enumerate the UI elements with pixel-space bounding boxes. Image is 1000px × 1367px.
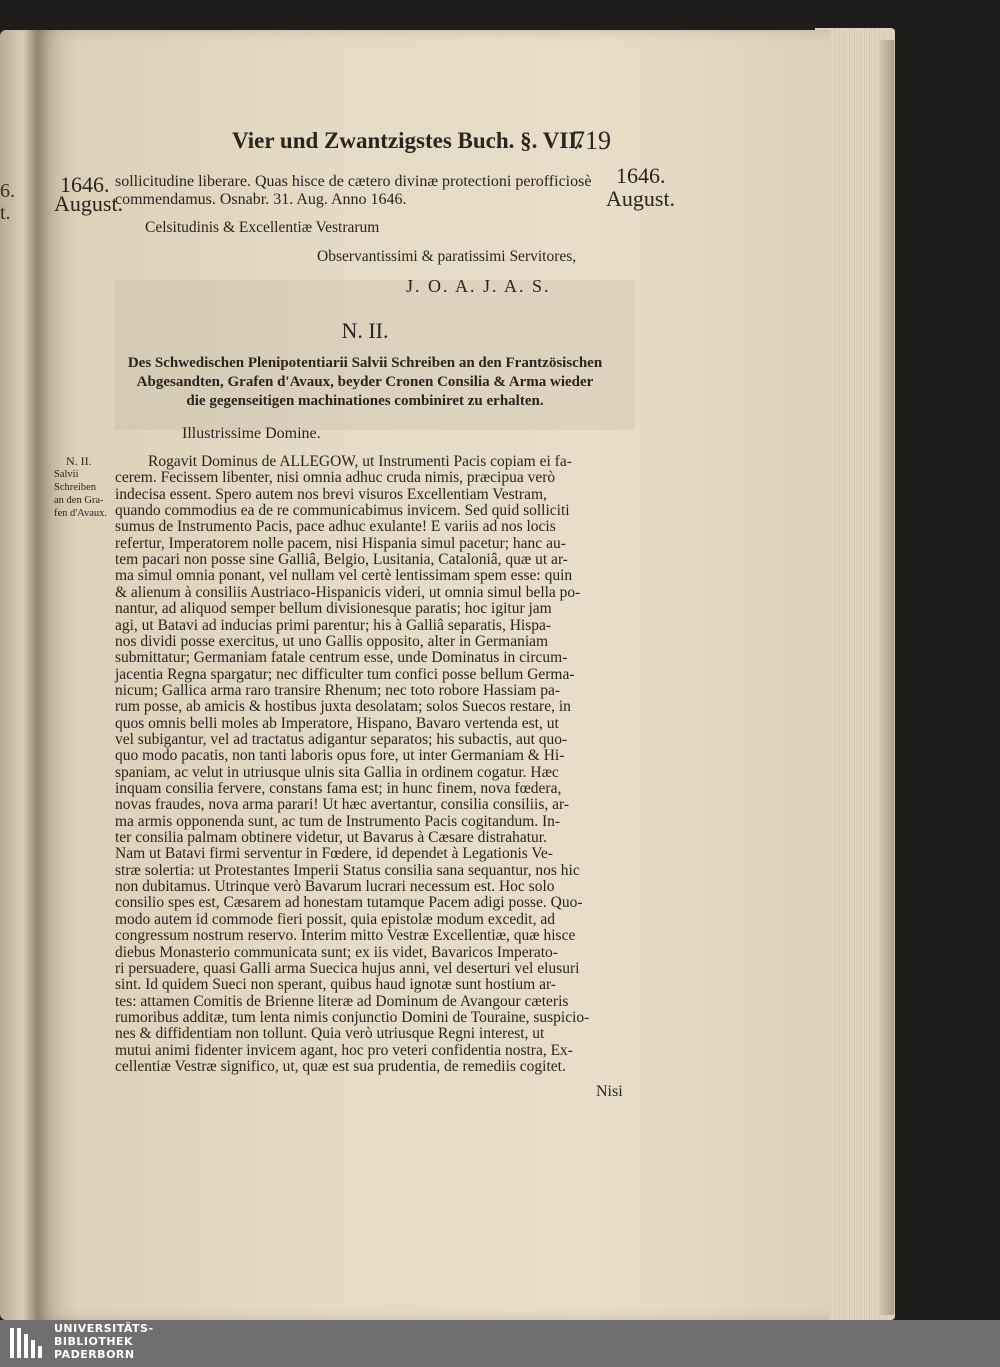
margin-note-line: fen d'Avaux. [54,508,108,519]
book-cover-edge [880,40,894,1315]
body-text-line: cellentiæ Vestræ significo, ut, quæ est sua prudentia, de remediis cogitet. [115,1057,566,1075]
body-text-line: consilio spes est, Cæsarem ad honestam tutamque Pacem adigi posse. Quo- [115,894,583,912]
body-text-line: modo autem id commode fieri possit, quia epistolæ modum excedit, ad [115,910,555,928]
body-text-line: nos dividi posse exercitus, ut uno Gallis opposito, alter in Germaniam [115,632,549,650]
body-text-line: quos omnis belli moles ab Imperatore, Hispano, Bavaro vertenda est, ut [115,714,559,732]
margin-year-left: 1646. [60,172,110,197]
body-text-line: stræ solertia: ut Protestantes Imperii Status consilia sana sequantur, nos hic [115,861,580,879]
body-text-line: refertur, Imperatorem nolle pacem, nisi Hispania simul pacetur; hanc au- [115,534,566,552]
body-text-line: cerem. Fecissem libenter, nisi omnia adhuc cruda nimis, præcipua verò [115,469,556,487]
closing-servants: Observantissimi & paratissimi Servitores, [317,248,577,265]
body-text-line: ri persuadere, quasi Galli arma Suecica hujus anni, vel deserturi vel elusuri [115,959,580,977]
closing-line-2: commendamus. Osnabr. 31. Aug. Anno 1646. [115,191,407,208]
catchword: Nisi [596,1083,623,1100]
running-head-title: Vier und Zwantzigstes Buch. §. VII. [232,128,584,153]
section-heading-line: Abgesandten, Grafen d'Avaux, beyder Cronen Consilia & Arma wieder [136,374,594,390]
body-text-line: Nam ut Batavi firmi serventur in Fœdere, id dependet à Legationis Ve- [115,845,553,863]
body-text-line: spaniam, ac velut in utriusque ulnis sita Gallia in ordinem cogatur. Hæc [115,763,559,781]
margin-note-line: Schreiben [54,482,96,493]
body-text-line: jacentia Regna spargatur; nec difficulter tum confici posse bellum Germa- [115,665,575,683]
letter-greeting: Illustrissime Domine. [182,425,321,442]
body-text-line: indecisa essent. Spero autem nos brevi visuros Excellentiam Vestram, [115,485,547,503]
library-logo-line: BIBLIOTHEK [54,1335,134,1348]
section-number: N. II. [341,318,389,343]
library-logo-line: PADERBORN [54,1348,135,1361]
left-page-fragment: t. [0,202,11,224]
closing-salutation: Celsitudinis & Excellentiæ Vestrarum [145,219,380,236]
body-text-line: tes: attamen Comitis de Brienne literæ ad Dominum de Avangour cæteris [115,992,569,1010]
body-text-line: Rogavit Dominus de ALLEGOW, ut Instrumenti Pacis copiam ei fa- [148,453,572,470]
body-text-line: quo modo pacatis, non tanti laboris opus fore, ut inter Germaniam & Hi- [115,747,565,765]
body-text-line: vel subigantur, vel ad tractatus adigantur separatos; his subactis, aut quo- [115,730,568,748]
page-number: 719 [572,126,611,155]
body-text-line: ma simul omnia ponant, vel nullam vel certè lentissimam spem esse: quin [115,567,573,585]
body-text-line: & alienum à consiliis Austriaco-Hispanicis videri, ut omnia simul bella po- [115,583,581,601]
margin-note-line: N. II. [66,454,92,468]
section-heading-line: die gegenseitigen machinationes combiniret zu erhalten. [186,393,544,409]
left-page-fragment: 6. [0,180,15,202]
body-text-line: mutui animi fidenter invicem agant, hoc pro veteri confidentia nostra, Ex- [115,1041,573,1059]
margin-year-right: 1646. [616,163,666,188]
body-text-line: nicum; Gallica arma raro transire Rhenum; nec toto robore Hassiam pa- [115,681,561,699]
body-text-line: quando commodius ea de re communicabimus invicem. Sed quid solliciti [115,502,570,520]
body-text-line: novas fraudes, nova arma parari! Ut hæc avertantur, consilia consiliis, ar- [115,796,570,814]
body-text-line: non dubitamus. Utrinque verò Bavarum lucrari necessum est. Hoc solo [115,878,555,896]
library-logo-line: UNIVERSITÄTS- [54,1322,154,1335]
body-text-line: rumoribus additæ, tum lenta nimis conjunctio Domini de Touraine, suspicio- [115,1008,590,1026]
library-logo-icon [8,1324,46,1362]
body-text-line: congressum nostrum reservo. Interim mitto Vestræ Excellentiæ, quæ hisce [115,927,576,945]
body-text-line: diebus Monasterio communicata sunt; ex iis videt, Bavaricos Imperato- [115,943,558,961]
margin-note-line: Salvii [54,469,79,480]
body-text-line: sint. Id quidem Sueci non sperant, quibus haud ignotæ sunt hostium ar- [115,976,556,994]
body-text-line: nantur, ad aliquod semper bellum divisionesque paratis; hoc igitur jam [115,600,552,618]
signature-initials: J. O. A. J. A. S. [406,276,551,296]
closing-line-1: sollicitudine liberare. Quas hisce de cætero divinæ protectioni perofficiosè [115,173,592,190]
library-logo-text [54,1322,154,1361]
body-text-line: ma armis opponenda sunt, ac tum de Instrumento Pacis cogitandum. In- [115,812,561,830]
margin-note [54,455,107,520]
body-text-line: ter consilia palmam obtinere videtur, ut Bavarus à Cæsare distrahatur. [115,829,547,847]
body-text-line: agi, ut Batavi ad inducias primi parentur; his à Galliâ separatis, Hispa- [115,616,552,634]
body-text-line: tem pacari non posse sine Galliâ, Belgio, Lusitania, Cataloniâ, quæ ut ar- [115,551,568,569]
margin-month-left: August. [54,191,124,216]
body-text-line: inquam consilia fervere, constans fama est; in hunc finem, nova fœdera, [115,780,562,797]
section-heading-line: Des Schwedischen Plenipotentiarii Salvii Schreiben an den Frantzösischen [127,355,603,371]
body-text-line: nes & diffidentiam non tollunt. Quia verò utriusque Regni interest, ut [115,1025,545,1043]
body-text-line: sumus de Instrumento Pacis, pace adhuc exulante! E variis ad nos locis [115,518,556,536]
body-text-line: rum posse, ab amicis & hostibus juxta desolatam; solos Suecos restare, in [115,698,571,716]
margin-note-line: an den Gra- [54,495,104,506]
left-page-edge [0,30,38,1320]
body-text-line: submittatur; Germaniam fatale centrum esse, unde Dominatus in circum- [115,649,568,667]
margin-month-right: August. [606,186,676,211]
